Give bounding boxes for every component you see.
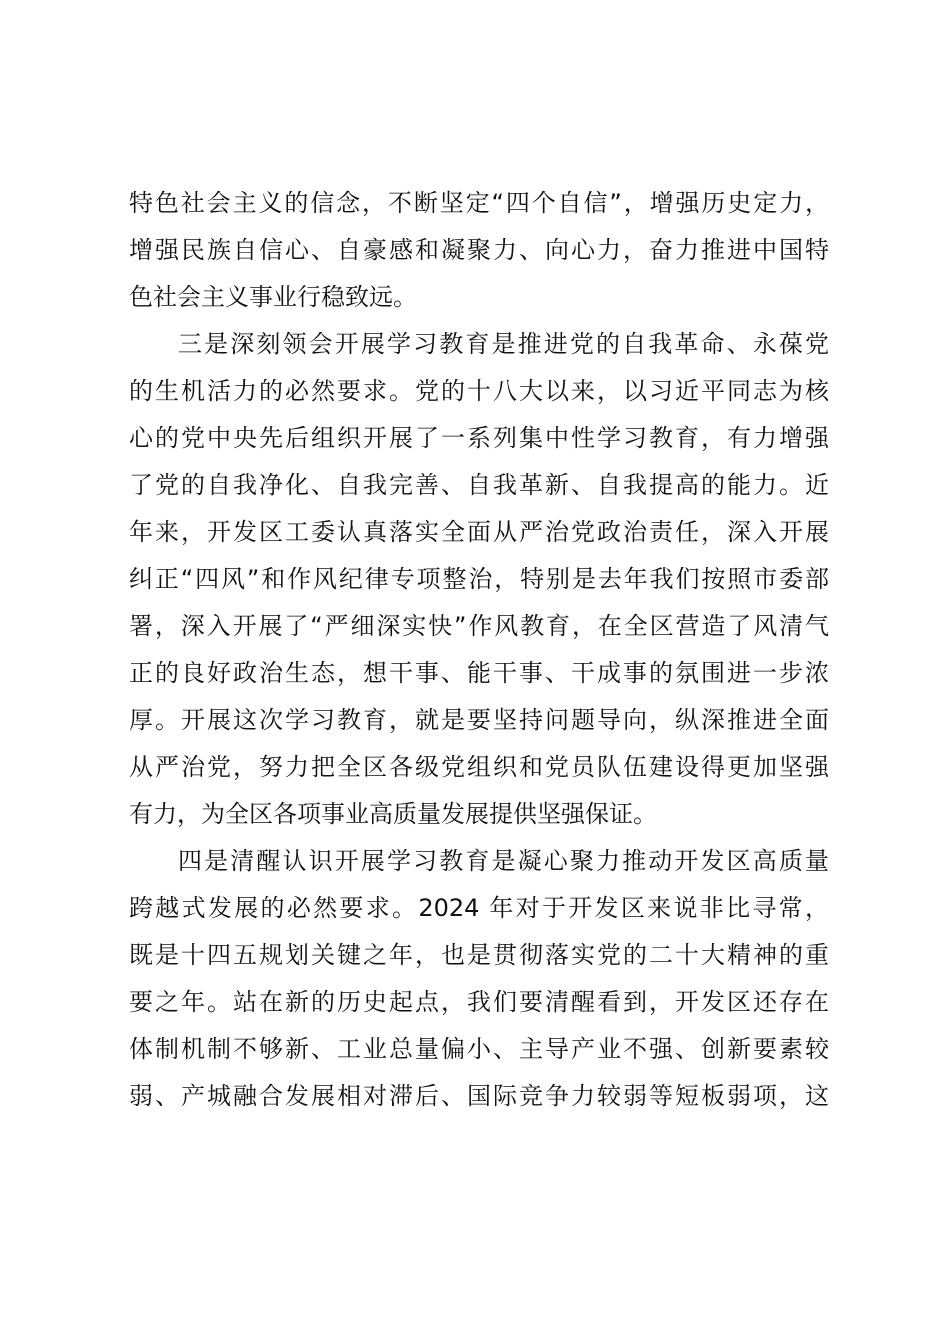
text-line: 特色社会主义的信念，不断坚定“四个自信”，增强历史定力， bbox=[129, 189, 829, 217]
text-line: 有力，为全区各项事业高质量发展提供坚强保证。 bbox=[129, 800, 657, 828]
text-line: 厚。开展这次学习教育，就是要坚持问题导向，纵深推进全面 bbox=[129, 706, 829, 734]
text-line: 增强民族自信心、自豪感和凝聚力、向心力，奋力推进中国特 bbox=[129, 236, 829, 264]
text-line: 心的党中央先后组织开展了一系列集中性学习教育，有力增强 bbox=[129, 424, 829, 452]
text-line: 从严治党，努力把全区各级党组织和党员队伍建设得更加坚强 bbox=[129, 753, 829, 781]
text-line: 署，深入开展了“严细深实快”作风教育，在全区营造了风清气 bbox=[129, 612, 829, 640]
paragraph-first-line: 四是清醒认识开展学习教育是凝心聚力推动开发区高质量 bbox=[178, 847, 829, 875]
text-line: 正的良好政治生态，想干事、能干事、干成事的氛围进一步浓 bbox=[129, 659, 829, 687]
paragraph-first-line: 三是深刻领会开展学习教育是推进党的自我革命、永葆党 bbox=[178, 330, 829, 358]
text-line: 要之年。站在新的历史起点，我们要清醒看到，开发区还存在 bbox=[129, 988, 829, 1016]
text-line: 色社会主义事业行稳致远。 bbox=[129, 283, 417, 311]
text-line: 年来，开发区工委认真落实全面从严治党政治责任，深入开展 bbox=[129, 518, 829, 546]
text-line: 既是十四五规划关键之年，也是贯彻落实党的二十大精神的重 bbox=[129, 941, 829, 969]
text-line: 体制机制不够新、工业总量偏小、主导产业不强、创新要素较 bbox=[129, 1035, 829, 1063]
text-line: 的生机活力的必然要求。党的十八大以来，以习近平同志为核 bbox=[129, 377, 829, 405]
text-line: 了党的自我净化、自我完善、自我革新、自我提高的能力。近 bbox=[129, 471, 829, 499]
text-line: 纠正“四风”和作风纪律专项整治，特别是去年我们按照市委部 bbox=[129, 565, 829, 593]
text-line: 跨越式发展的必然要求。2024 年对于开发区来说非比寻常， bbox=[129, 894, 829, 922]
text-line: 弱、产城融合发展相对滞后、国际竞争力较弱等短板弱项，这 bbox=[129, 1082, 829, 1110]
document-body bbox=[129, 180, 829, 1120]
